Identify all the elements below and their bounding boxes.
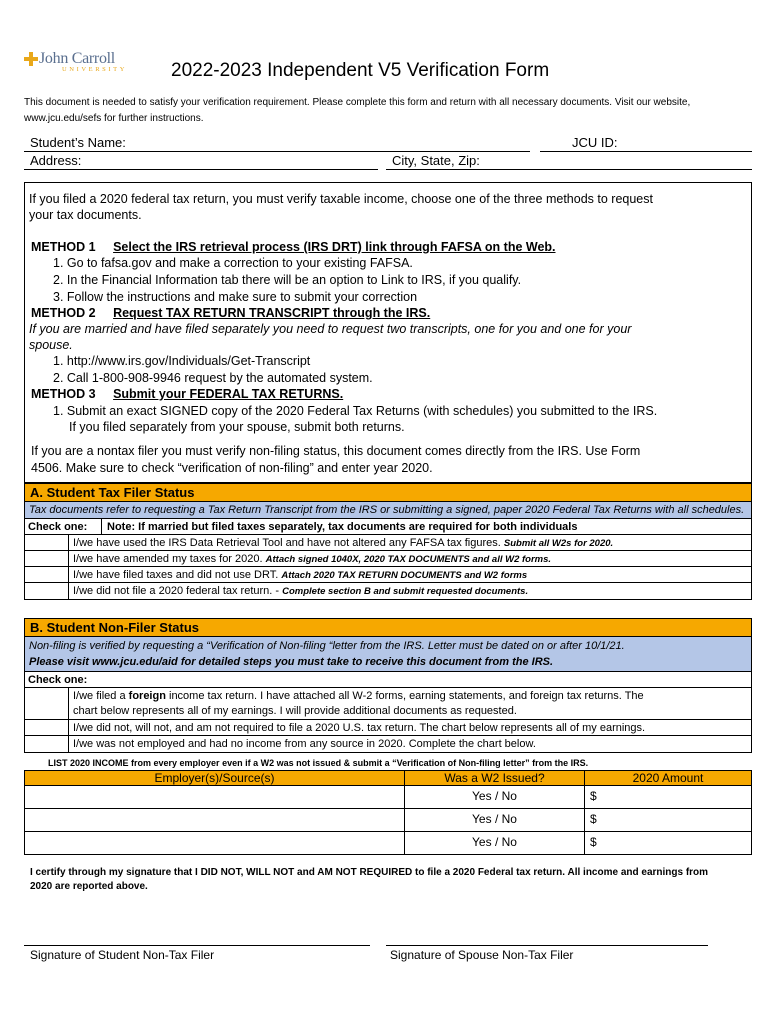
checkbox[interactable]: [25, 567, 69, 582]
option-note: Submit all W2s for 2020.: [503, 538, 614, 549]
method-2-label: METHOD 2: [31, 306, 96, 320]
section-a-check-row: [25, 519, 751, 535]
cross-icon: [24, 52, 38, 66]
method-3-label: METHOD 3: [31, 387, 96, 401]
section-b-check-label: Check one:: [28, 674, 88, 686]
amount-cell[interactable]: $: [585, 832, 752, 855]
w2-cell[interactable]: Yes / No: [405, 832, 585, 855]
table-row: [25, 832, 752, 855]
checkbox[interactable]: [25, 583, 69, 599]
student-signature-label: Signature of Student Non-Tax Filer: [30, 948, 215, 962]
section-a-option-2[interactable]: [25, 551, 751, 567]
section-a-check-note: Note: If married but filed taxes separately, tax documents are required for both individuals: [107, 521, 578, 533]
table-row: [25, 809, 752, 832]
method-2-title: Request TAX RETURN TRANSCRIPT through the IRS.: [113, 306, 431, 320]
method-3-step-1: 1. Submit an exact SIGNED copy of the 2020 Federal Tax Returns (with schedules) you submitted to the IRS.: [53, 404, 658, 418]
option-text: I/we have used the IRS Data Retrieval Tool and have not altered any FAFSA tax figures.: [73, 537, 501, 549]
address-label: Address:: [30, 153, 82, 168]
page-title: 2022-2023 Independent V5 Verification Form: [171, 60, 550, 81]
spouse-signature-label: Signature of Spouse Non-Tax Filer: [390, 948, 574, 962]
option-pre: I/we filed a: [73, 690, 126, 702]
table-row: [25, 786, 752, 809]
employer-cell[interactable]: [25, 786, 405, 809]
section-b-sub: [25, 637, 751, 672]
section-b-option-3[interactable]: [25, 736, 751, 752]
option-text: I/we have filed taxes and did not use DRT.: [73, 569, 279, 581]
checkbox[interactable]: [25, 551, 69, 566]
option-line-2: chart below represents all of my earnings. I will provide additional documents as requested.: [73, 705, 517, 717]
method-2: [31, 305, 430, 321]
method-1-step-3: 3. Follow the instructions and make sure to submit your correction: [53, 290, 418, 304]
city-state-zip-label: City, State, Zip:: [392, 153, 480, 168]
city-state-zip-line[interactable]: [386, 169, 752, 170]
employer-cell[interactable]: [25, 809, 405, 832]
section-b-sub-2: Please visit www.jcu.edu/aid for detailed steps you must take to receive this document from the IRS.: [29, 656, 554, 668]
nontax-text-1: If you are a nontax filer you must verify non-filing status, this document comes directly from the IRS. Use Form: [31, 444, 641, 458]
methods-intro-2: your tax documents.: [29, 208, 142, 222]
col-employer: Employer(s)/Source(s): [25, 771, 405, 786]
col-w2: Was a W2 Issued?: [405, 771, 585, 786]
intro-text: This document is needed to satisfy your verification requirement. Please complete this form and return with all necessary documents. Visit our website, www.jcu.edu/sefs for further instructions.: [24, 97, 691, 124]
option-text: I/we have amended my taxes for 2020.: [73, 553, 263, 565]
student-signature-line[interactable]: [24, 945, 370, 946]
amount-cell[interactable]: $: [585, 786, 752, 809]
checkbox[interactable]: [25, 736, 69, 752]
certification-text: I certify through my signature that I DID NOT, WILL NOT and AM NOT REQUIRED to file a 2020 Federal tax return. All income and earnings from 2020 are reported above.: [30, 867, 709, 892]
method-2-step-1: 1. http://www.irs.gov/Individuals/Get-Transcript: [53, 354, 311, 368]
amount-cell[interactable]: $: [585, 809, 752, 832]
checkbox[interactable]: [25, 720, 69, 735]
w2-cell[interactable]: Yes / No: [405, 809, 585, 832]
method-2-step-2: 2. Call 1-800-908-9946 request by the automated system.: [53, 371, 373, 385]
option-note: Attach signed 1040X, 2020 TAX DOCUMENTS and all W2 forms.: [265, 554, 552, 565]
income-list-title: LIST 2020 INCOME from every employer even if a W2 was not issued & submit a “Verification of Non-filing letter” from the IRS.: [48, 758, 589, 768]
section-a-check-label: Check one:: [28, 521, 88, 533]
option-note: Complete section B and submit requested documents.: [282, 586, 529, 597]
jcu-id-line[interactable]: [540, 151, 752, 152]
w2-cell[interactable]: Yes / No: [405, 786, 585, 809]
method-1-title: Select the IRS retrieval process (IRS DRT) link through FAFSA on the Web.: [113, 240, 556, 254]
section-a-option-3[interactable]: [25, 567, 751, 583]
section-b-option-1[interactable]: [25, 688, 751, 720]
university-logo: [24, 50, 127, 76]
option-text: I/we was not employed and had no income from any source in 2020. Complete the chart below.: [73, 738, 536, 750]
option-note: Attach 2020 TAX RETURN DOCUMENTS and W2 forms: [281, 570, 528, 581]
checkbox[interactable]: [25, 535, 69, 550]
option-post: income tax return. I have attached all W-2 forms, earning statements, and foreign tax returns. The: [169, 690, 644, 702]
logo-university: UNIVERSITY: [62, 66, 127, 73]
method-2-note-1: If you are married and have filed separately you need to request two transcripts, one for you and one for your: [29, 322, 632, 336]
col-amount: 2020 Amount: [585, 771, 752, 786]
student-name-line[interactable]: [24, 151, 530, 152]
methods-intro-1: If you filed a 2020 federal tax return, you must verify taxable income, choose one of the three methods to request: [29, 192, 653, 206]
income-table: [24, 770, 752, 855]
spouse-signature-line[interactable]: [386, 945, 708, 946]
section-b-sub-1: Non-filing is verified by requesting a “Verification of Non-filing “letter from the IRS. Letter must be dated on or after 10/1/21.: [29, 640, 625, 652]
student-name-label: Student’s Name:: [30, 135, 126, 150]
method-3: [31, 386, 343, 402]
method-3-title: Submit your FEDERAL TAX RETURNS.: [113, 387, 344, 401]
method-3-step-1b: If you filed separately from your spouse, submit both returns.: [69, 420, 405, 434]
method-1: [31, 239, 556, 255]
option-text: I/we did not file a 2020 federal tax return. -: [73, 585, 280, 597]
employer-cell[interactable]: [25, 832, 405, 855]
section-b: [24, 618, 752, 753]
section-a-sub: Tax documents refer to requesting a Tax Return Transcript from the IRS or submitting a signed, paper 2020 Federal Tax Returns with all schedules.: [25, 502, 751, 519]
section-a-option-4[interactable]: [25, 583, 751, 599]
option-text: I/we did not, will not, and am not required to file a 2020 U.S. tax return. The chart below represents all of my earnings.: [73, 722, 646, 734]
jcu-id-label: JCU ID:: [572, 135, 618, 150]
option-bold: foreign: [128, 690, 166, 702]
section-b-option-2[interactable]: [25, 720, 751, 736]
method-1-label: METHOD 1: [31, 240, 96, 254]
section-a: [24, 483, 752, 600]
method-1-step-1: 1. Go to fafsa.gov and make a correction to your existing FAFSA.: [53, 256, 413, 270]
method-2-note-2: spouse.: [29, 338, 73, 352]
method-1-step-2: 2. In the Financial Information tab there will be an option to Link to IRS, if you qualify.: [53, 273, 522, 287]
section-b-check-row: [25, 672, 751, 688]
section-a-header: A. Student Tax Filer Status: [25, 484, 751, 502]
logo-name: John Carroll: [39, 50, 115, 67]
section-b-header: B. Student Non-Filer Status: [25, 619, 751, 637]
checkbox[interactable]: [25, 688, 69, 719]
section-a-option-1[interactable]: [25, 535, 751, 551]
methods-box: [24, 182, 752, 483]
address-line[interactable]: [24, 169, 378, 170]
nontax-text-2: 4506. Make sure to check “verification of non-filing” and enter year 2020.: [31, 461, 433, 475]
